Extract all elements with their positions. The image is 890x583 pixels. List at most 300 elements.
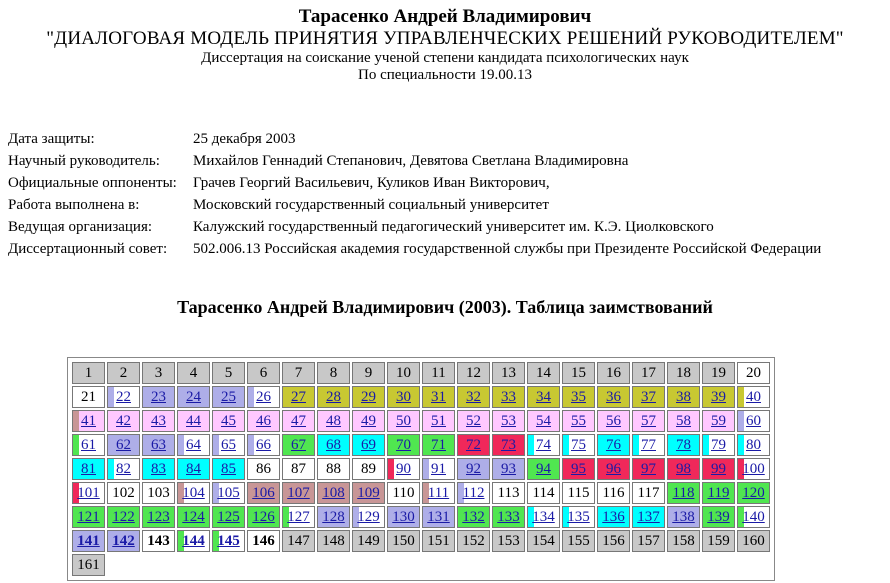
grid-cell-label: 114: [532, 484, 555, 501]
grid-cell-label: 102: [112, 484, 135, 501]
grid-cell-label: 155: [567, 532, 590, 549]
grid-cell[interactable]: [212, 458, 245, 480]
grid-cell-link[interactable]: 48: [326, 412, 341, 429]
grid-cell[interactable]: [737, 506, 770, 528]
grid-cell[interactable]: [247, 482, 280, 504]
grid-cell-link[interactable]: 130: [392, 508, 415, 525]
grid-cell[interactable]: [247, 434, 280, 456]
grid-cell-link[interactable]: 125: [217, 508, 240, 525]
grid-cell-marker: [108, 459, 114, 479]
grid-cell[interactable]: [317, 482, 350, 504]
grid-cell-link[interactable]: 74: [536, 436, 551, 453]
grid-cell-link[interactable]: 27: [291, 388, 306, 405]
grid-cell[interactable]: [422, 482, 455, 504]
grid-cell[interactable]: [702, 506, 735, 528]
grid-cell[interactable]: [212, 434, 245, 456]
grid-cell[interactable]: [352, 386, 385, 408]
grid-cell[interactable]: [562, 386, 595, 408]
grid-cell-link[interactable]: 93: [501, 460, 516, 477]
grid-cell[interactable]: [387, 506, 420, 528]
info-row: [8, 238, 821, 260]
grid-cell-link[interactable]: 134: [532, 508, 555, 525]
grid-cell[interactable]: [142, 410, 175, 432]
info-label: Дата защиты:: [8, 130, 95, 147]
grid-cell-link[interactable]: 45: [221, 412, 236, 429]
grid-cell[interactable]: [317, 386, 350, 408]
grid-cell[interactable]: [632, 506, 665, 528]
grid-cell[interactable]: [72, 506, 105, 528]
grid-cell-link[interactable]: 144: [182, 532, 205, 549]
grid-cell-link[interactable]: 79: [711, 436, 726, 453]
grid-cell[interactable]: [597, 506, 630, 528]
grid-cell[interactable]: [317, 410, 350, 432]
grid-cell: [562, 530, 595, 552]
grid-cell[interactable]: [737, 434, 770, 456]
grid-cell-link[interactable]: 127: [287, 508, 310, 525]
grid-cell[interactable]: [737, 458, 770, 480]
grid-cell-link[interactable]: 68: [326, 436, 341, 453]
grid-cell-link[interactable]: 58: [676, 412, 691, 429]
grid-cell[interactable]: [387, 434, 420, 456]
grid-cell-link[interactable]: 141: [77, 532, 100, 549]
grid-cell[interactable]: [72, 410, 105, 432]
grid-cell-link[interactable]: 108: [322, 484, 345, 501]
grid-cell-link[interactable]: 112: [462, 484, 485, 501]
grid-cell[interactable]: [422, 386, 455, 408]
grid-cell-link[interactable]: 105: [217, 484, 240, 501]
grid-cell-link[interactable]: 139: [707, 508, 730, 525]
grid-cell[interactable]: [492, 458, 525, 480]
grid-cell-link[interactable]: 63: [151, 436, 166, 453]
grid-cell-link[interactable]: 100: [742, 460, 765, 477]
grid-cell-link[interactable]: 136: [602, 508, 625, 525]
grid-cell-link[interactable]: 38: [676, 388, 691, 405]
grid-cell-link[interactable]: 97: [641, 460, 656, 477]
grid-cell-link[interactable]: 145: [217, 532, 240, 549]
grid-cell-link[interactable]: 50: [396, 412, 411, 429]
grid-cell-link[interactable]: 31: [431, 388, 446, 405]
grid-cell[interactable]: [212, 530, 245, 552]
info-value: Калужский государственный педагогический университет им. К.Э. Циолковского: [193, 218, 714, 235]
grid-cell-link[interactable]: 41: [81, 412, 96, 429]
grid-cell[interactable]: [492, 410, 525, 432]
dissertation-title: "ДИАЛОГОВАЯ МОДЕЛЬ ПРИНЯТИЯ УПРАВЛЕНЧЕСКИХ РЕШЕНИЙ РУКОВОДИТЕЛЕМ": [46, 28, 844, 49]
grid-cell-label: 154: [532, 532, 555, 549]
info-label: Официальные оппоненты:: [8, 174, 177, 191]
grid-cell[interactable]: [387, 458, 420, 480]
grid-cell-link[interactable]: 123: [147, 508, 170, 525]
info-label: Ведущая организация:: [8, 218, 153, 235]
grid-cell-link[interactable]: 128: [322, 508, 345, 525]
grid-cell: [422, 362, 455, 384]
grid-cell[interactable]: [702, 482, 735, 504]
grid-cell-link[interactable]: 32: [466, 388, 481, 405]
grid-cell-link[interactable]: 111: [427, 484, 450, 501]
grid-cell: [247, 530, 280, 552]
grid-cell[interactable]: [562, 506, 595, 528]
grid-cell: [282, 530, 315, 552]
grid-cell[interactable]: [352, 482, 385, 504]
grid-cell: [667, 362, 700, 384]
grid-cell-label: 149: [357, 532, 380, 549]
grid-cell[interactable]: [457, 506, 490, 528]
grid-cell[interactable]: [72, 458, 105, 480]
grid-cell[interactable]: [142, 506, 175, 528]
grid-cell-link[interactable]: 40: [746, 388, 761, 405]
grid-cell-link[interactable]: 95: [571, 460, 586, 477]
grid-cell-link[interactable]: 51: [431, 412, 446, 429]
grid-cell[interactable]: [107, 434, 140, 456]
info-row: [8, 150, 821, 172]
grid-cell-link[interactable]: 46: [256, 412, 271, 429]
grid-cell-link[interactable]: 106: [252, 484, 275, 501]
grid-cell-link[interactable]: 57: [641, 412, 656, 429]
grid-cell-link[interactable]: 121: [77, 508, 100, 525]
grid-cell: [387, 530, 420, 552]
grid-cell-marker: [73, 411, 79, 431]
grid-cell-label: 1: [84, 364, 93, 381]
grid-cell[interactable]: [667, 482, 700, 504]
grid-cell-link[interactable]: 120: [742, 484, 765, 501]
grid-cell-link[interactable]: 71: [431, 436, 446, 453]
grid-cell-link[interactable]: 104: [182, 484, 205, 501]
grid-cell-label: 16: [606, 364, 621, 381]
grid-cell[interactable]: [142, 434, 175, 456]
grid-cell[interactable]: [422, 410, 455, 432]
grid-cell-link[interactable]: 133: [497, 508, 520, 525]
grid-row: [72, 530, 770, 552]
grid-cell: [422, 530, 455, 552]
grid-cell-link[interactable]: 33: [501, 388, 516, 405]
grid-cell-link[interactable]: 62: [116, 436, 131, 453]
info-row: [8, 216, 821, 238]
grid-cell-label: 103: [147, 484, 170, 501]
grid-cell-link[interactable]: 101: [77, 484, 100, 501]
grid-cell[interactable]: [282, 434, 315, 456]
grid-cell[interactable]: [527, 506, 560, 528]
grid-cell-marker: [703, 435, 709, 455]
grid-cell[interactable]: [527, 434, 560, 456]
grid-cell[interactable]: [667, 458, 700, 480]
grid-cell: [702, 362, 735, 384]
grid-cell[interactable]: [457, 410, 490, 432]
grid-cell[interactable]: [457, 386, 490, 408]
grid-cell-link[interactable]: 66: [256, 436, 271, 453]
grid-cell-link[interactable]: 126: [252, 508, 275, 525]
grid-cell-link[interactable]: 142: [112, 532, 135, 549]
info-value: Грачев Георгий Васильевич, Куликов Иван Викторович,: [193, 174, 550, 191]
grid-cell-link[interactable]: 124: [182, 508, 205, 525]
grid-cell[interactable]: [492, 434, 525, 456]
grid-cell[interactable]: [632, 458, 665, 480]
grid-cell[interactable]: [632, 434, 665, 456]
grid-cell-label: 113: [497, 484, 520, 501]
grid-cell: [632, 482, 665, 504]
grid-cell-link[interactable]: 60: [746, 412, 761, 429]
grid-cell-link[interactable]: 76: [606, 436, 621, 453]
grid-cell-link[interactable]: 99: [711, 460, 726, 477]
info-row: [8, 128, 821, 150]
grid-cell-label: 86: [256, 460, 271, 477]
grid-cell: [457, 362, 490, 384]
grid-cell: [317, 458, 350, 480]
grid-cell[interactable]: [422, 506, 455, 528]
grid-cell-link[interactable]: 98: [676, 460, 691, 477]
grid-cell[interactable]: [737, 410, 770, 432]
grid-cell-link[interactable]: 42: [116, 412, 131, 429]
grid-cell[interactable]: [527, 386, 560, 408]
grid-cell-link[interactable]: 53: [501, 412, 516, 429]
grid-cell[interactable]: [387, 386, 420, 408]
grid-cell[interactable]: [247, 386, 280, 408]
grid-cell-link[interactable]: 59: [711, 412, 726, 429]
grid-cell-marker: [423, 459, 429, 479]
grid-cell[interactable]: [142, 386, 175, 408]
grid-cell-link[interactable]: 30: [396, 388, 411, 405]
grid-cell-link[interactable]: 83: [151, 460, 166, 477]
grid-cell-link[interactable]: 140: [742, 508, 765, 525]
grid-cell-link[interactable]: 37: [641, 388, 656, 405]
grid-cell[interactable]: [212, 386, 245, 408]
grid-cell: [492, 362, 525, 384]
grid-cell[interactable]: [597, 386, 630, 408]
grid-cell[interactable]: [352, 434, 385, 456]
grid-cell[interactable]: [702, 386, 735, 408]
grid-cell[interactable]: [702, 434, 735, 456]
grid-cell-label: 161: [77, 556, 100, 573]
grid-cell[interactable]: [702, 410, 735, 432]
grid-cell[interactable]: [212, 410, 245, 432]
grid-cell-link[interactable]: 109: [357, 484, 380, 501]
grid-cell-link[interactable]: 91: [431, 460, 446, 477]
grid-cell-link[interactable]: 26: [256, 388, 271, 405]
grid-cell[interactable]: [737, 482, 770, 504]
grid-cell-link[interactable]: 52: [466, 412, 481, 429]
grid-cell-marker: [528, 435, 534, 455]
grid-cell-link[interactable]: 73: [501, 436, 516, 453]
grid-cell-label: 20: [746, 364, 761, 381]
grid-cell-link[interactable]: 54: [536, 412, 551, 429]
grid-cell[interactable]: [72, 434, 105, 456]
table-title: Тарасенко Андрей Владимирович (2003). Таблица заимствований: [177, 297, 713, 317]
grid-cell[interactable]: [667, 410, 700, 432]
grid-cell: [527, 530, 560, 552]
grid-cell-label: 159: [707, 532, 730, 549]
grid-cell[interactable]: [247, 506, 280, 528]
grid-cell: [72, 554, 105, 576]
grid-cell[interactable]: [632, 410, 665, 432]
grid-cell[interactable]: [387, 410, 420, 432]
grid-cell: [352, 362, 385, 384]
grid-cell[interactable]: [457, 458, 490, 480]
grid-cell-link[interactable]: 67: [291, 436, 306, 453]
grid-cell[interactable]: [492, 386, 525, 408]
grid-cell[interactable]: [177, 386, 210, 408]
grid-cell-link[interactable]: 81: [81, 460, 96, 477]
grid-cell-marker: [563, 435, 569, 455]
grid-cell[interactable]: [597, 458, 630, 480]
grid-cell-link[interactable]: 80: [746, 436, 761, 453]
grid-cell[interactable]: [702, 458, 735, 480]
grid-cell[interactable]: [177, 530, 210, 552]
grid-cell[interactable]: [282, 386, 315, 408]
grid-cell-link[interactable]: 24: [186, 388, 201, 405]
grid-cell-link[interactable]: 107: [287, 484, 310, 501]
grid-cell[interactable]: [597, 410, 630, 432]
grid-cell-label: 153: [497, 532, 520, 549]
grid-cell[interactable]: [107, 386, 140, 408]
grid-cell[interactable]: [667, 386, 700, 408]
grid-cell-link[interactable]: 47: [291, 412, 306, 429]
grid-cell-link[interactable]: 77: [641, 436, 656, 453]
grid-cell[interactable]: [282, 410, 315, 432]
grid-cell-link[interactable]: 29: [361, 388, 376, 405]
grid-cell-marker: [738, 387, 744, 407]
grid-row: [72, 386, 770, 408]
grid-cell-link[interactable]: 137: [637, 508, 660, 525]
grid-cell-link[interactable]: 118: [672, 484, 695, 501]
grid-cell-link[interactable]: 132: [462, 508, 485, 525]
grid-cell[interactable]: [177, 410, 210, 432]
grid-cell[interactable]: [107, 410, 140, 432]
grid-cell-link[interactable]: 94: [536, 460, 551, 477]
grid-cell: [142, 530, 175, 552]
dissertation-subtitle: Диссертация на соискание ученой степени кандидата психологических наук: [201, 50, 689, 66]
grid-cell[interactable]: [562, 434, 595, 456]
grid-cell-link[interactable]: 138: [672, 508, 695, 525]
grid-cell: [352, 458, 385, 480]
grid-cell-label: 151: [427, 532, 450, 549]
info-row: [8, 194, 821, 216]
grid-cell-link[interactable]: 34: [536, 388, 551, 405]
grid-cell-link[interactable]: 35: [571, 388, 586, 405]
grid-cell[interactable]: [667, 434, 700, 456]
grid-cell-link[interactable]: 65: [221, 436, 236, 453]
grid-cell-label: 13: [501, 364, 516, 381]
grid-cell[interactable]: [177, 482, 210, 504]
grid-cell-label: 21: [81, 388, 96, 405]
grid-cell-link[interactable]: 129: [357, 508, 380, 525]
grid-cell[interactable]: [282, 506, 315, 528]
grid-cell[interactable]: [107, 506, 140, 528]
grid-cell-link[interactable]: 43: [151, 412, 166, 429]
grid-cell-label: 89: [361, 460, 376, 477]
grid-cell-marker: [738, 411, 744, 431]
grid-cell-link[interactable]: 69: [361, 436, 376, 453]
grid-cell-link[interactable]: 28: [326, 388, 341, 405]
grid-cell-link[interactable]: 82: [116, 460, 131, 477]
grid-cell-link[interactable]: 55: [571, 412, 586, 429]
grid-cell-link[interactable]: 25: [221, 388, 236, 405]
grid-cell[interactable]: [177, 458, 210, 480]
grid-cell[interactable]: [247, 410, 280, 432]
grid-cell[interactable]: [737, 386, 770, 408]
info-value: 502.006.13 Российская академия государственной службы при Президенте Российской Федерации: [193, 240, 822, 257]
grid-cell-link[interactable]: 92: [466, 460, 481, 477]
grid-cell: [562, 482, 595, 504]
grid-cell-link[interactable]: 122: [112, 508, 135, 525]
grid-cell[interactable]: [422, 458, 455, 480]
grid-cell[interactable]: [317, 434, 350, 456]
grid-cell-link[interactable]: 56: [606, 412, 621, 429]
grid-cell-link[interactable]: 22: [116, 388, 131, 405]
grid-cell[interactable]: [107, 458, 140, 480]
grid-cell-link[interactable]: 84: [186, 460, 201, 477]
grid-cell[interactable]: [177, 506, 210, 528]
grid-cell: [667, 530, 700, 552]
grid-cell-link[interactable]: 90: [396, 460, 411, 477]
grid-cell-link[interactable]: 131: [427, 508, 450, 525]
grid-cell-link[interactable]: 75: [571, 436, 586, 453]
grid-cell-label: 147: [287, 532, 310, 549]
grid-cell[interactable]: [562, 410, 595, 432]
grid-cell-label: 160: [742, 532, 765, 549]
grid-cell[interactable]: [527, 410, 560, 432]
grid-cell[interactable]: [667, 506, 700, 528]
grid-cell-link[interactable]: 78: [676, 436, 691, 453]
grid-cell[interactable]: [142, 458, 175, 480]
grid-cell: [737, 362, 770, 384]
grid-cell-link[interactable]: 135: [567, 508, 590, 525]
info-label: Работа выполнена в:: [8, 196, 140, 213]
grid-cell[interactable]: [317, 506, 350, 528]
grid-cell[interactable]: [457, 482, 490, 504]
grid-cell-link[interactable]: 39: [711, 388, 726, 405]
grid-cell-link[interactable]: 96: [606, 460, 621, 477]
grid-cell-link[interactable]: 64: [186, 436, 201, 453]
grid-cell[interactable]: [632, 386, 665, 408]
grid-cell-link[interactable]: 44: [186, 412, 201, 429]
grid-cell-link[interactable]: 70: [396, 436, 411, 453]
grid-cell-link[interactable]: 49: [361, 412, 376, 429]
grid-cell-marker: [633, 435, 639, 455]
grid-cell-label: 9: [364, 364, 373, 381]
grid-cell-link[interactable]: 119: [707, 484, 730, 501]
grid-cell[interactable]: [527, 458, 560, 480]
grid-cell: [107, 362, 140, 384]
grid-cell[interactable]: [457, 434, 490, 456]
info-value: 25 декабря 2003: [193, 130, 296, 147]
grid-cell[interactable]: [562, 458, 595, 480]
grid-cell[interactable]: [177, 434, 210, 456]
info-row: [8, 172, 821, 194]
grid-cell[interactable]: [352, 506, 385, 528]
grid-cell[interactable]: [282, 482, 315, 504]
grid-cell[interactable]: [352, 410, 385, 432]
grid-cell: [632, 530, 665, 552]
grid-cell[interactable]: [492, 506, 525, 528]
grid-cell-label: 15: [571, 364, 586, 381]
grid-cell[interactable]: [212, 482, 245, 504]
grid-cell-label: 2: [119, 364, 128, 381]
grid-cell[interactable]: [212, 506, 245, 528]
grid-cell[interactable]: [72, 482, 105, 504]
grid-cell: [492, 482, 525, 504]
grid-cell[interactable]: [422, 434, 455, 456]
grid-cell-marker: [73, 435, 79, 455]
grid-cell[interactable]: [107, 530, 140, 552]
grid-cell-link[interactable]: 23: [151, 388, 166, 405]
grid-cell-link[interactable]: 72: [466, 436, 481, 453]
grid-cell-link[interactable]: 36: [606, 388, 621, 405]
specialty: По специальности 19.00.13: [358, 67, 532, 83]
grid-cell-label: 148: [322, 532, 345, 549]
grid-cell[interactable]: [597, 434, 630, 456]
grid-cell[interactable]: [72, 530, 105, 552]
grid-cell: [527, 482, 560, 504]
grid-cell-link[interactable]: 85: [221, 460, 236, 477]
grid-cell-link[interactable]: 61: [81, 436, 96, 453]
